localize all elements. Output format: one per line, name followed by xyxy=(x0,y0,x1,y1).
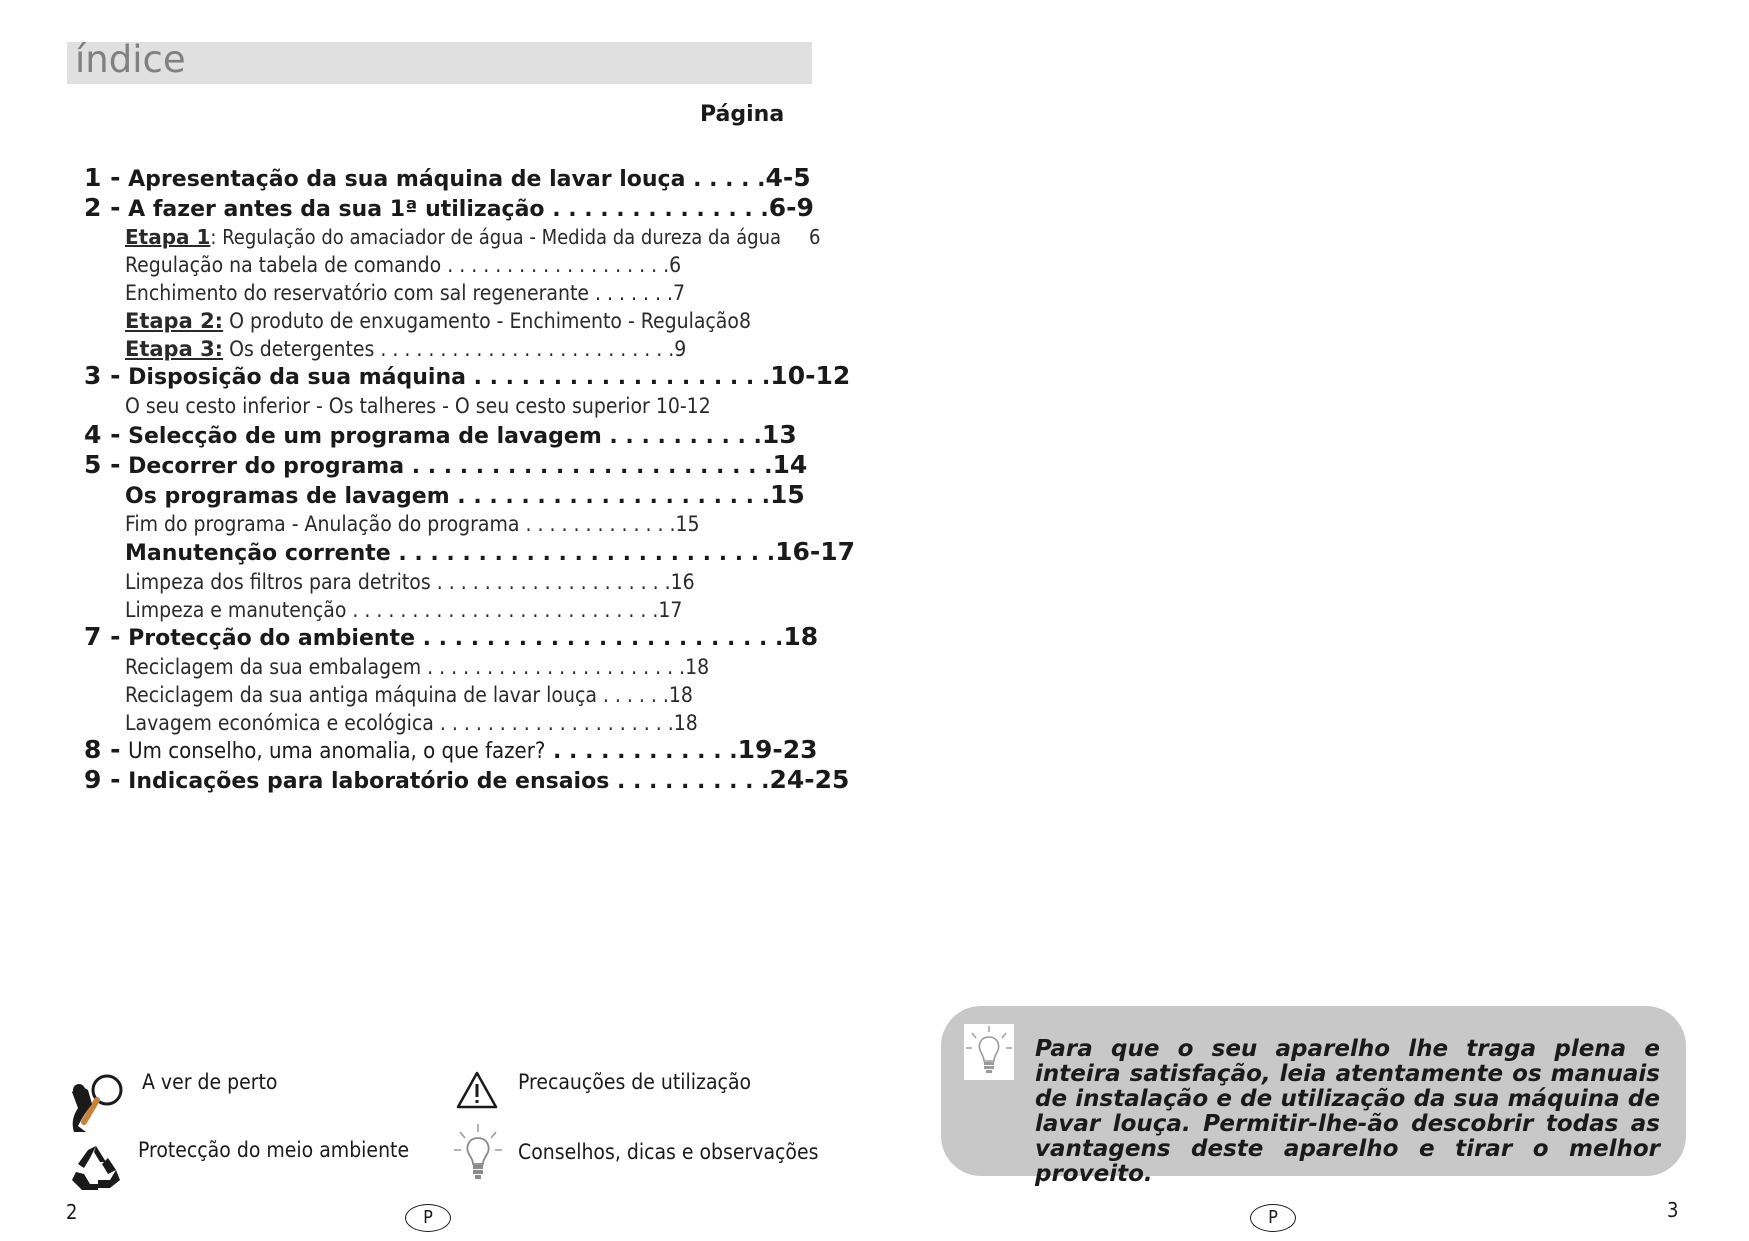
toc-number: 1 - xyxy=(84,163,121,192)
toc-page: 6 xyxy=(669,253,682,277)
toc-text: Os programas de lavagem xyxy=(125,484,450,509)
toc-text: Reciclagem da sua embalagem xyxy=(125,655,422,679)
toc-text: Selecção de um programa de lavagem xyxy=(128,424,602,449)
toc-text: Limpeza e manutenção xyxy=(125,598,347,622)
toc-page: 10-12 xyxy=(770,361,851,390)
legend-environment: Protecção do meio ambiente xyxy=(138,1138,410,1162)
toc-page: 6 xyxy=(809,225,821,249)
page-number-left: 2 xyxy=(66,1200,78,1224)
toc-entry-15[interactable] xyxy=(125,568,695,596)
toc-text: Um conselho, uma anomalia, o que fazer? xyxy=(128,739,546,764)
toc-entry-6[interactable] xyxy=(125,307,751,335)
toc-text: Enchimento do reservatório com sal regenerante xyxy=(125,281,590,305)
toc-text: Apresentação da sua máquina de lavar louça xyxy=(128,167,686,192)
warning-triangle-icon xyxy=(455,1070,499,1110)
toc-step-label: Etapa 3: xyxy=(125,337,224,361)
toc-text: O produto de enxugamento - Enchimento - Regulação xyxy=(223,309,739,333)
toc-text: Disposição da sua máquina xyxy=(128,365,466,390)
toc-text: Manutenção corrente xyxy=(125,541,391,566)
toc-dots: . . . . . . . . . . . . . . xyxy=(544,197,769,222)
toc-dots: . . . . . . . . . . . . . . . . . . . . . . . . . . xyxy=(346,598,659,622)
toc-number: 8 - xyxy=(84,735,121,764)
toc-page: 18 xyxy=(673,711,698,735)
toc-page: 18 xyxy=(668,683,693,707)
toc-number: 9 - xyxy=(84,765,121,794)
toc-text: Protecção do ambiente xyxy=(128,626,415,651)
toc-dots: . . . . . xyxy=(685,167,766,192)
toc-page: 16 xyxy=(670,570,695,594)
toc-page: 14 xyxy=(772,450,808,479)
toc-entry-11[interactable] xyxy=(84,451,807,481)
toc-dots: . . . . . . . . . . . . . . . . . . . . . . . xyxy=(404,454,773,479)
toc-page: 15 xyxy=(675,512,700,536)
toc-number: 2 - xyxy=(84,193,121,222)
toc-dots: . . . . . . . . . . . . . . . . . . . xyxy=(441,253,670,277)
toc-step-label: Etapa 2: xyxy=(125,309,224,333)
toc-page: 7 xyxy=(673,281,686,305)
toc-page: 15 xyxy=(769,480,805,509)
toc-dots: . . . . . . . . . . . . xyxy=(545,739,738,764)
toc-text: : Regulação do amaciador de água - Medida da dureza da água xyxy=(210,225,782,249)
toc-text: Regulação na tabela de comando xyxy=(125,253,442,277)
toc-entry-17[interactable] xyxy=(84,623,818,653)
toc-entry-2[interactable] xyxy=(84,194,814,224)
toc-dots: . . . . . . . . . . . . . xyxy=(519,512,676,536)
toc-page: 6-9 xyxy=(768,193,814,222)
toc-page: 18 xyxy=(685,655,710,679)
toc-text: A fazer antes da sua 1ª utilização xyxy=(128,197,545,222)
toc-text: Reciclagem da sua antiga máquina de lavar louça xyxy=(125,683,597,707)
toc-entry-16[interactable] xyxy=(125,596,682,624)
language-mark-right: P xyxy=(1250,1204,1296,1232)
toc-dots: . . . . . . . . . . xyxy=(609,769,770,794)
page-number-right: 3 xyxy=(1667,1198,1679,1222)
toc-entry-22[interactable] xyxy=(84,766,849,796)
toc-text: Indicações para laboratório de ensaios xyxy=(128,769,610,794)
toc-dots: . . . . . . . . . . xyxy=(601,424,762,449)
lightbulb-icon xyxy=(452,1122,504,1184)
toc-dots: . . . . . . . . . . . . . . . . . . . . xyxy=(433,711,674,735)
toc-entry-8[interactable] xyxy=(84,362,850,392)
toc-entry-12[interactable] xyxy=(125,481,805,511)
toc-entry-21[interactable] xyxy=(84,736,818,766)
toc-entry-19[interactable] xyxy=(125,681,693,709)
toc-entry-7[interactable] xyxy=(125,335,686,363)
toc-entry-1[interactable] xyxy=(84,164,811,194)
toc-step-label: Etapa 1 xyxy=(125,225,211,249)
toc-text: Fim do programa - Anulação do programa xyxy=(125,512,520,536)
page-column-label: Página xyxy=(700,102,785,127)
toc-dots: . . . . . . . xyxy=(589,281,673,305)
note-text: Para que o seu aparelho lhe traga plena e inteira satisfação, leia atentamente os manuais de instalação e de utilização da sua máquina de lavar louça. Permitir-lhe-ão descobrir todas as vantagens deste aparelho e tirar o melhor proveito. xyxy=(1035,1036,1660,1187)
toc-number: 7 - xyxy=(84,622,121,651)
toc-number: 4 - xyxy=(84,420,121,449)
toc-number: 5 - xyxy=(84,450,121,479)
toc-entry-5[interactable] xyxy=(125,279,685,307)
toc-page: 24-25 xyxy=(769,765,850,794)
toc-text: Decorrer do programa xyxy=(128,454,405,479)
toc-entry-9[interactable] xyxy=(125,392,711,420)
toc-page: 19-23 xyxy=(737,735,818,764)
toc-dots: . . . . . . . . . . . . . . . . . . . . . . xyxy=(421,655,686,679)
page-title: índice xyxy=(75,38,186,81)
toc-entry-14[interactable] xyxy=(125,538,855,568)
toc-entry-18[interactable] xyxy=(125,653,709,681)
toc-page: 8 xyxy=(738,309,751,333)
legend-tips: Conselhos, dicas e observações xyxy=(518,1140,819,1164)
toc-text: Os detergentes xyxy=(223,337,375,361)
toc-page: 17 xyxy=(658,598,683,622)
toc-page: 18 xyxy=(783,622,819,651)
legend-precautions: Precauções de utilização xyxy=(518,1070,752,1094)
toc-page: 4-5 xyxy=(765,163,811,192)
toc-entry-10[interactable] xyxy=(84,421,797,451)
toc-text: Limpeza dos filtros para detritos xyxy=(125,570,431,594)
toc-dots: . . . . . . . . . . . . . . . . . . . xyxy=(465,365,771,390)
toc-page: 10-12 xyxy=(655,394,711,418)
toc-entry-3[interactable] xyxy=(125,223,821,251)
magnifier-figure-icon xyxy=(66,1070,128,1136)
toc-dots: . . . . . . . . . . . . . . . . . . . . . . . . . xyxy=(374,337,675,361)
toc-number: 3 - xyxy=(84,361,121,390)
toc-page: 16-17 xyxy=(775,537,856,566)
note-lightbulb-icon xyxy=(964,1024,1014,1080)
legend-closer-look: A ver de perto xyxy=(142,1070,278,1094)
toc-dots: . . . . . . . . . . . . . . . . . . . . . . . . xyxy=(390,541,776,566)
toc-dots: . . . . . . . . . . . . . . . . . . . . xyxy=(430,570,671,594)
toc-entry-13[interactable] xyxy=(125,510,700,538)
toc-dots: . . . . . . . . . . . . . . . . . . . . . . . xyxy=(414,626,784,651)
recycle-icon xyxy=(70,1144,122,1192)
language-mark-left: P xyxy=(405,1204,451,1232)
toc-dots: . . . . . . xyxy=(596,683,669,707)
toc-page: 13 xyxy=(761,420,797,449)
toc-page: 9 xyxy=(674,337,687,361)
toc-text: Lavagem económica e ecológica xyxy=(125,711,434,735)
toc-entry-20[interactable] xyxy=(125,709,698,737)
toc-text: O seu cesto inferior - Os talheres - O seu cesto superior xyxy=(125,394,650,418)
toc-entry-4[interactable] xyxy=(125,251,681,279)
toc-dots: . . . . . . . . . . . . . . . . . . . . xyxy=(449,484,770,509)
